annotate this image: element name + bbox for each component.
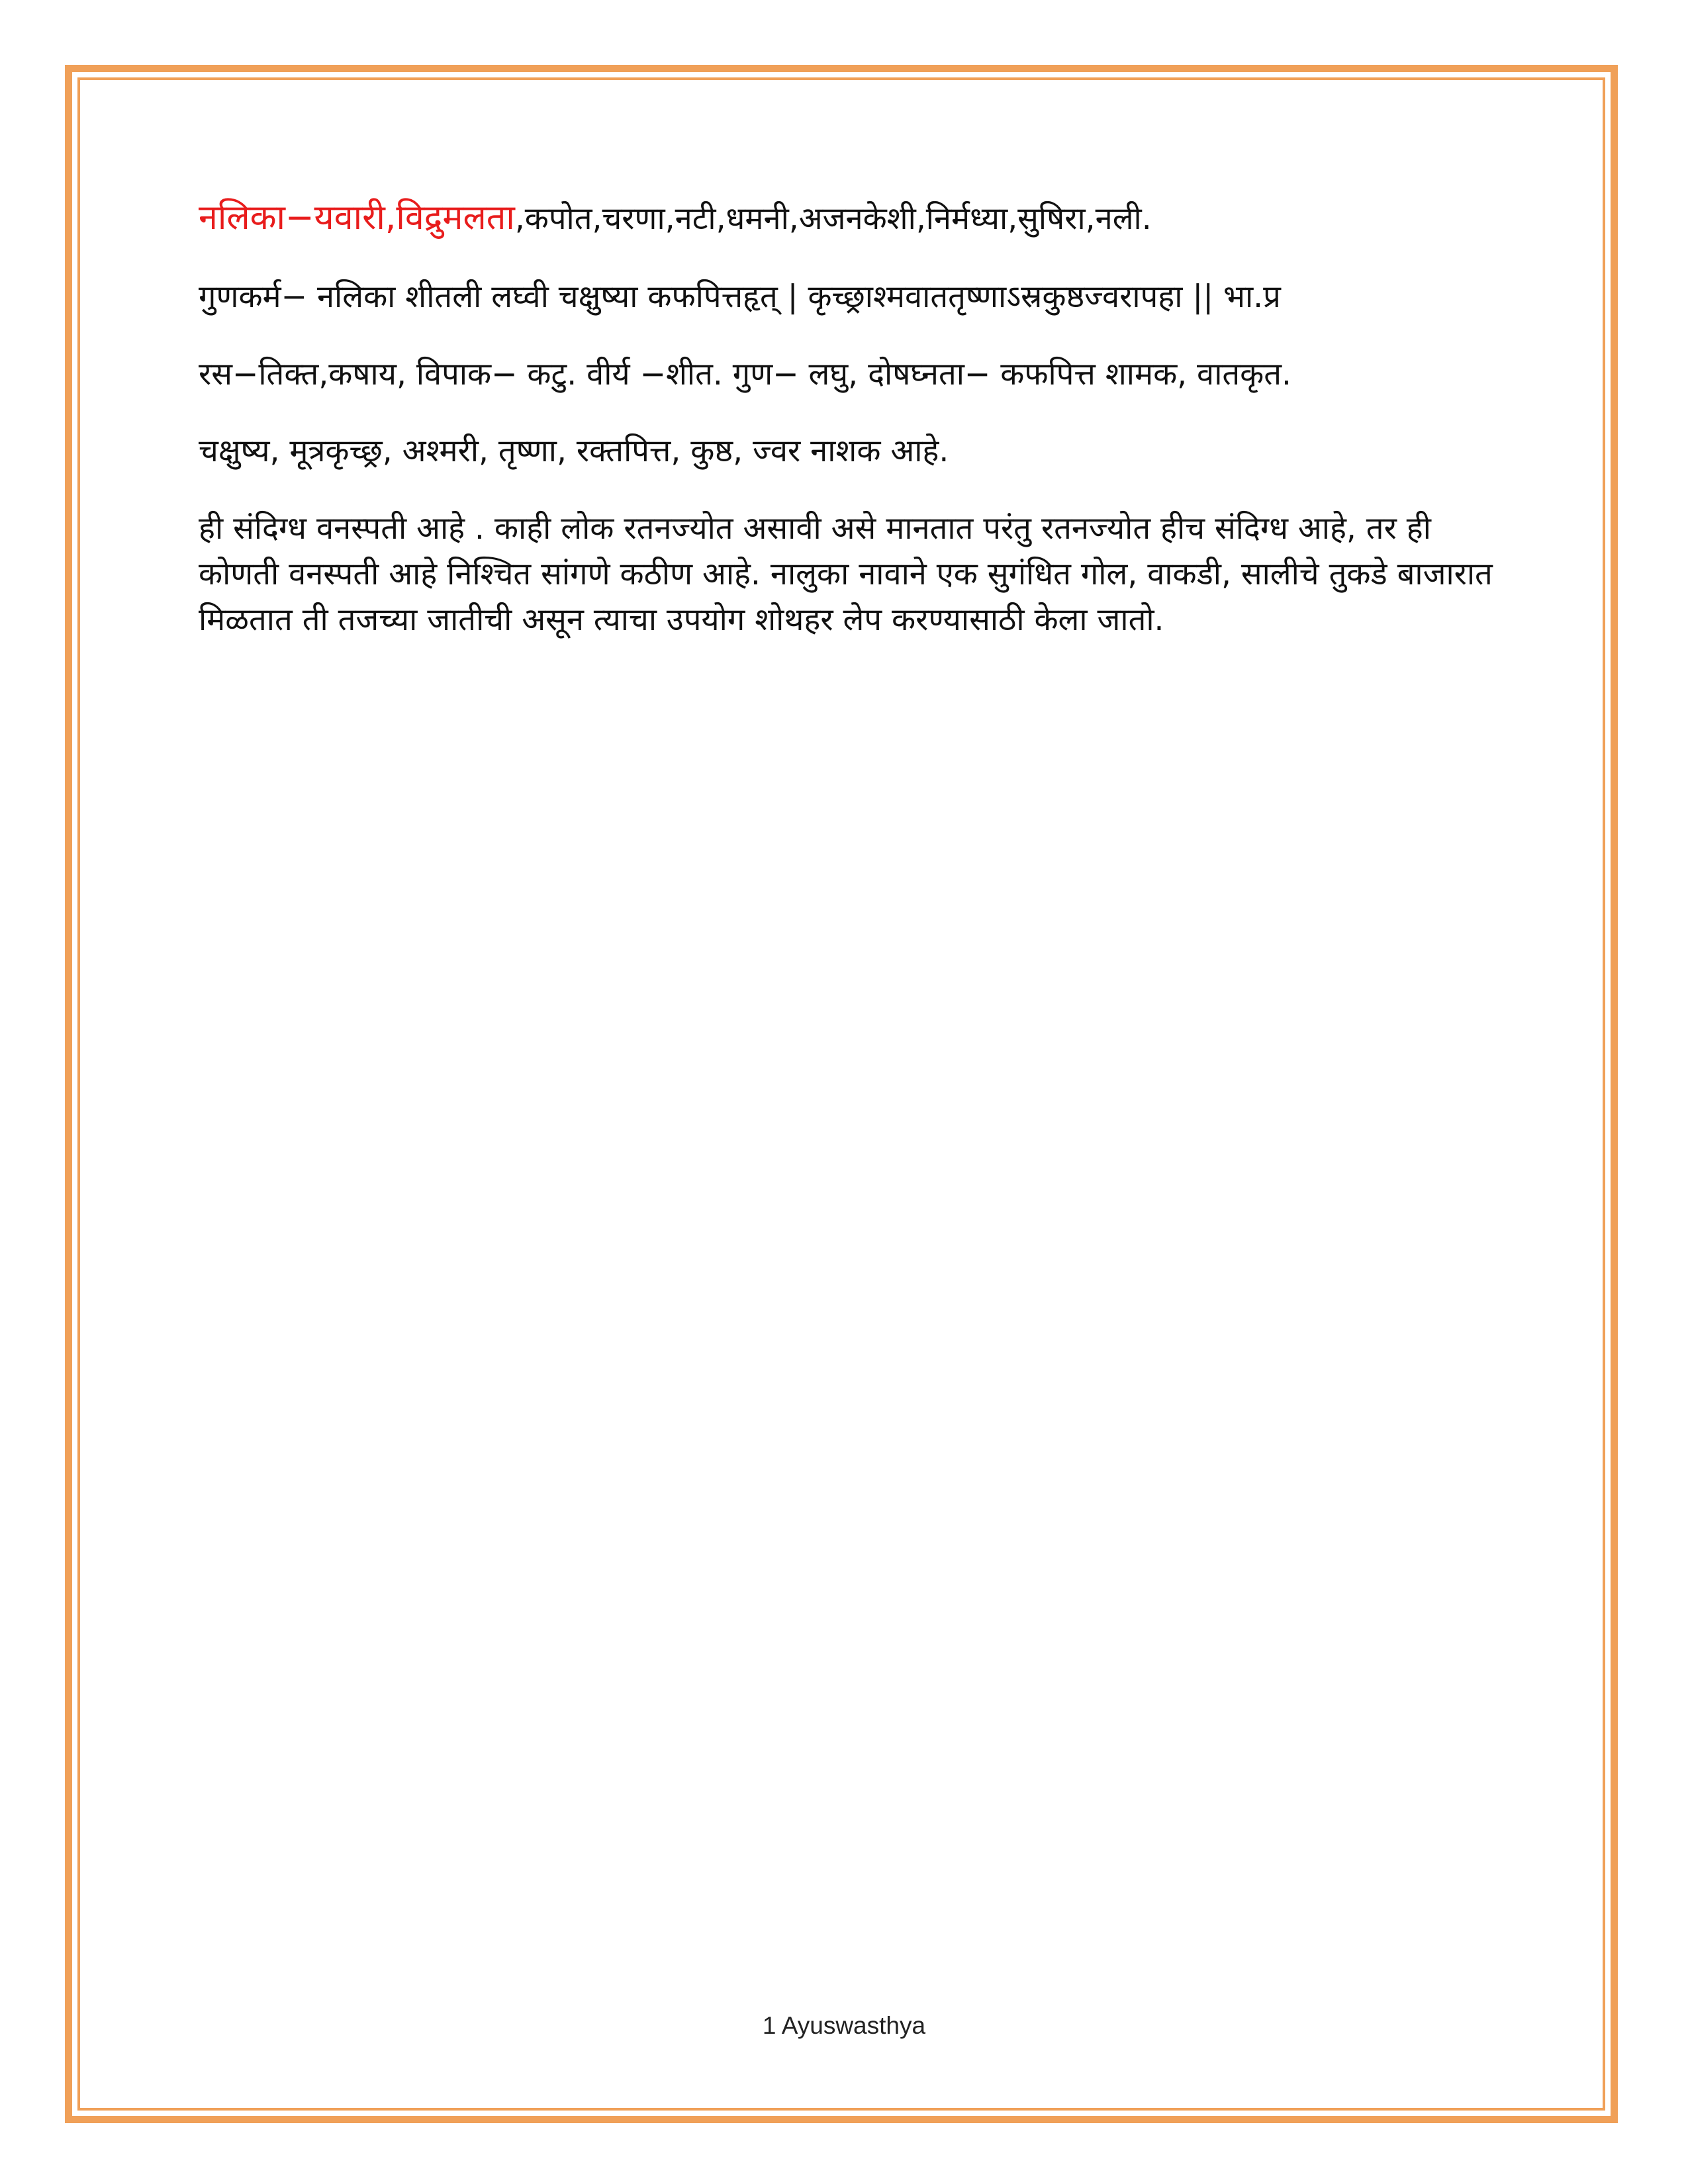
gunakarma-line: गुणकर्म− नलिका शीतली लघ्वी चक्षुष्या कफपित्तहृत् | कृच्छ्राश्मवाततृष्णाऽस्रकुष्ठज्वरापहा || भा.प्र <box>199 279 1281 315</box>
description-paragraph: ही संदिग्ध वनस्पती आहे . काही लोक रतनज्योत असावी असे मानतात परंतु रतनज्योत हीच संदिग्ध आहे, तर ही कोणती वनस्पती आहे निश्चित सांगणे कठीण आहे. नालुका नावाने एक सुगंधित गोल, वाकडी, सालीचे तुकडे बाजारात मिळतात ती तजच्या जातीची असून त्याचा उपयोग शोथहर लेप करण्यासाठी केला जातो. <box>199 510 1493 638</box>
document-body <box>199 192 1496 673</box>
uses-line: चक्षुष्य, मूत्रकृच्छ्र, अश्मरी, तृष्णा, रक्तपित्त, कुष्ठ, ज्वर नाशक आहे. <box>199 433 949 469</box>
synonyms-line <box>199 192 1496 244</box>
properties-line: रस−तिक्त,कषाय, विपाक− कटु. वीर्य −शीत. गुण− लघु, दोषघ्नता− कफपित्त शामक, वातकृत. <box>199 355 1291 392</box>
synonyms-text: ,कपोत,चरणा,नटी,धमनी,अजनकेशी,निर्मध्या,सुषिरा,नली. <box>514 201 1152 237</box>
plant-name-heading: नलिका−यवारी,विद्रुमलता <box>199 198 515 238</box>
page-footer: 1 Ayuswasthya <box>762 2012 926 2039</box>
